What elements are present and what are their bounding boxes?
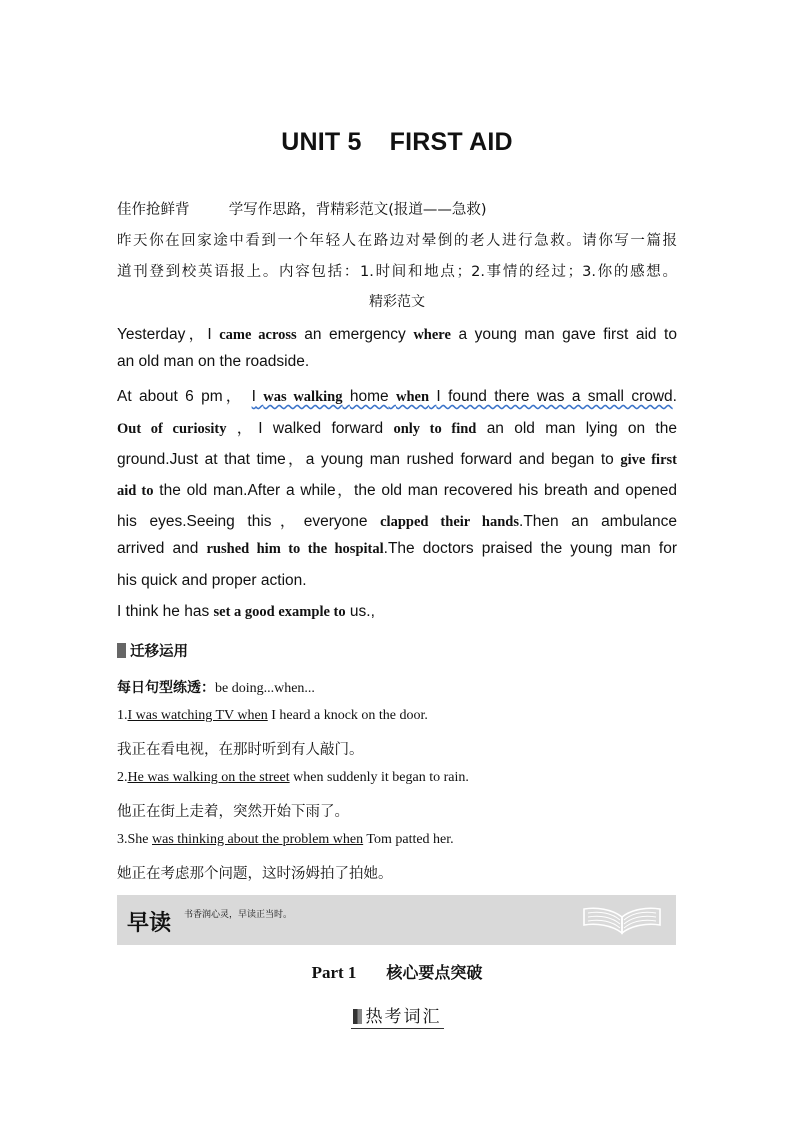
answer-underline: was thinking about the problem when xyxy=(152,832,364,847)
essay-line-1 xyxy=(117,322,677,344)
key-phrase: came across xyxy=(219,327,297,343)
daily-pattern: be doing...when... xyxy=(215,681,315,696)
text-span: when suddenly it began to rain. xyxy=(293,770,469,785)
key-phrase: when xyxy=(396,389,430,405)
text-span: I found there was a small crowd xyxy=(436,388,673,405)
part-name: 核心要点突破 xyxy=(386,963,483,982)
key-phrase: aid to xyxy=(117,483,154,499)
text-span: .The doctors praised the young man for xyxy=(383,540,677,557)
sentence-1-zh: 我正在看电视，在那时听到有人敲门。 xyxy=(117,742,364,758)
daily-label: 每日句型练透： xyxy=(117,680,215,696)
section-marker-icon xyxy=(353,1009,362,1024)
answer-underline: I was watching TV when xyxy=(127,708,268,723)
task-line-1: 昨天你在回家途中看到一个年轻人在路边对晕倒的老人进行急救。请你写一篇报 xyxy=(117,233,677,249)
text-span: I heard a knock on the door. xyxy=(271,708,428,723)
key-phrase: was walking xyxy=(263,389,343,405)
essay-line-8 xyxy=(117,540,677,558)
practice-heading xyxy=(117,640,188,661)
essay-line-4 xyxy=(117,416,677,438)
key-phrase: give first xyxy=(620,452,677,468)
section-marker-icon xyxy=(117,643,126,658)
hot-vocab-text: 热考词汇 xyxy=(365,1007,442,1027)
unit-name: FIRST AID xyxy=(389,128,513,156)
sentence-2 xyxy=(117,770,469,786)
text-span: ground.Just at that time，a young man rushed forward and began to xyxy=(117,451,614,468)
text-span: the old man.After a while，the old man recovered his breath and opened xyxy=(159,482,677,499)
intro-header xyxy=(117,198,487,219)
part-number: Part 1 xyxy=(311,963,357,982)
banner-title: 早读 xyxy=(127,910,172,936)
answer-underline: He was walking on the street xyxy=(127,770,290,785)
text-span: ，I walked forward xyxy=(236,420,384,437)
sentence-3-zh: 她正在考虑那个问题，这时汤姆拍了拍她。 xyxy=(117,866,393,882)
text-span: At about 6 pm， xyxy=(117,388,245,405)
sentence-1 xyxy=(117,708,428,724)
essay-heading: 精彩范文 xyxy=(369,294,425,310)
open-book-icon xyxy=(582,903,662,937)
essay-line-3 xyxy=(117,384,677,406)
sentence-2-zh: 他正在街上走着，突然开始下雨了。 xyxy=(117,804,349,820)
text-span: 2. xyxy=(117,770,128,785)
essay-line-5 xyxy=(117,447,677,469)
text-span: an emergency xyxy=(304,326,406,343)
text-span: 3.She xyxy=(117,832,149,847)
text-span: a young man gave first aid to xyxy=(458,326,677,343)
intro-label: 佳作抢鲜背 xyxy=(117,202,190,218)
intro-subtitle: 学写作思路，背精彩范文(报道——急救) xyxy=(228,202,487,218)
hot-vocab-heading xyxy=(0,1002,794,1029)
text-span: arrived and xyxy=(117,540,199,557)
text-span: an old man lying on the xyxy=(486,420,677,437)
key-phrase: only to find xyxy=(393,421,477,437)
essay-line-7 xyxy=(117,509,677,531)
key-phrase: where xyxy=(413,327,451,343)
text-span: Tom patted her. xyxy=(366,832,454,847)
part-heading xyxy=(0,960,794,983)
text-span: 1. xyxy=(117,708,128,723)
text-span: his eyes.Seeing this，everyone xyxy=(117,513,368,530)
sentence-3 xyxy=(117,832,454,848)
text-span: us., xyxy=(349,603,375,620)
essay-line-9: his quick and proper action. xyxy=(117,572,307,589)
practice-heading-text: 迁移运用 xyxy=(130,644,188,660)
key-phrase: Out of curiosity xyxy=(117,421,227,437)
text-span: Yesterday，I xyxy=(117,326,212,343)
task-line-2: 道刊登到校英语报上。内容包括：1.时间和地点；2.事情的经过；3.你的感想。 xyxy=(117,264,677,280)
key-phrase: rushed him to the hospital xyxy=(206,541,384,557)
daily-pattern-line xyxy=(117,677,315,697)
essay-line-6 xyxy=(117,478,677,500)
key-phrase: set a good example to xyxy=(213,604,346,620)
text-span: I think he has xyxy=(117,603,210,620)
unit-number: UNIT 5 xyxy=(281,128,362,156)
morning-reading-banner xyxy=(117,895,676,945)
banner-slogan: 书香润心灵，早读正当时。 xyxy=(184,910,293,920)
key-phrase: clapped their hands xyxy=(380,514,520,530)
essay-line-2: an old man on the roadside. xyxy=(117,353,310,370)
text-span: I xyxy=(251,388,256,405)
text-span: .Then an ambulance xyxy=(519,513,678,530)
text-span: home xyxy=(349,388,389,405)
text-span: . xyxy=(672,388,677,405)
page-title xyxy=(0,128,794,157)
essay-line-10 xyxy=(117,603,375,621)
